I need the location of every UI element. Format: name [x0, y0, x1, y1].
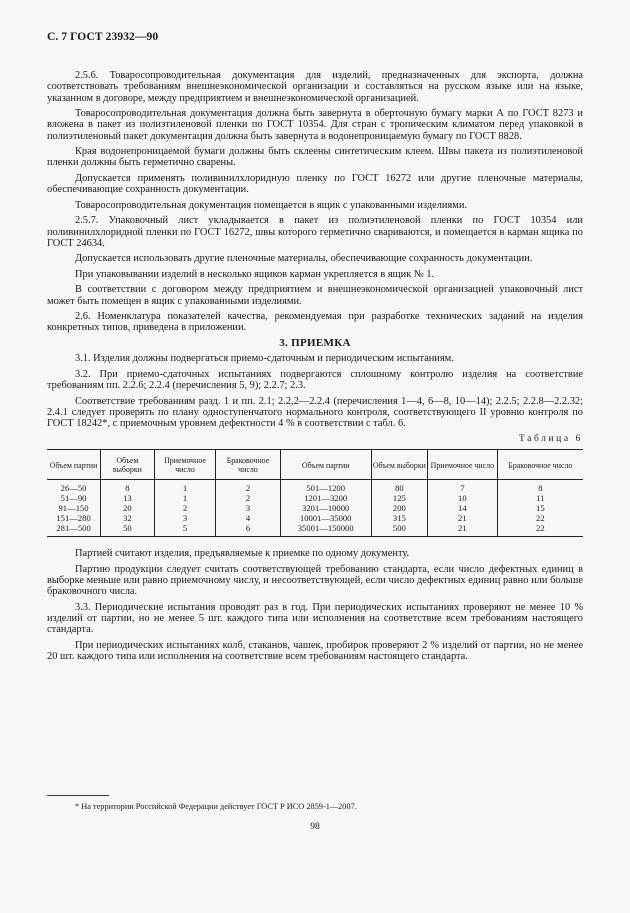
- table-header-cell: Браковочное число: [497, 450, 583, 480]
- table-row: [47, 524, 583, 537]
- table-cell: 8: [101, 480, 155, 495]
- table-cell: 13: [101, 494, 155, 504]
- section-title: 3. ПРИЕМКА: [279, 336, 351, 349]
- table-cell: 10: [428, 494, 498, 504]
- table-cell: 11: [497, 494, 583, 504]
- table-cell: 21: [428, 524, 498, 537]
- table-cell: 500: [371, 524, 427, 537]
- paragraph: Соответствие требованиям разд. 1 и пп. 2.1; 2.2,2—2.2.4 (перечисления 1—4, 6—8, 10—14); 2.2.5; 2.2.8—2.2.32; 2.4.1 следует проверять по плану одноступенчатого нормального контроля, соответствующего II уровню контроля по ГОСТ 18242*, с приемочным уровнем дефектности 4 % в соответствии с табл. 6.: [47, 395, 583, 430]
- table-cell: 1: [154, 480, 216, 495]
- table-cell: 3: [154, 514, 216, 524]
- table-cell: 5: [154, 524, 216, 537]
- table-cell: 50: [101, 524, 155, 537]
- table-cell: 3: [216, 504, 280, 514]
- table-cell: 7: [428, 480, 498, 495]
- document-body: [47, 70, 583, 667]
- table-cell: 2: [154, 504, 216, 514]
- paragraph: 3.3. Периодические испытания проводят раз в год. При периодических испытаниях проверяют не менее 10 % изделий от партии, но не менее 5 шт. каждого типа или исполнения на соответствие всем требованиям настоящего стандарта.: [47, 601, 583, 636]
- table-header-cell: Объем партии: [280, 450, 371, 480]
- table-cell: 501—1200: [280, 480, 371, 495]
- paragraph: 3.2. При приемо-сдаточных испытаниях подвергаются сплошному контролю изделия на соответствие требованиям пп. 2.2.6; 2.2.4 (перечисления 5, 9); 2.2.7; 2.3.: [47, 368, 583, 392]
- table-cell: 21: [428, 514, 498, 524]
- table-cell: 22: [497, 524, 583, 537]
- paragraph: При периодических испытаниях колб, стаканов, чашек, пробирок проверяют 2 % изделий от партии, но не менее 20 шт. каждого типа или исполнения на соответствие всем требованиям настоящего стандарта.: [47, 639, 583, 663]
- table-cell: 22: [497, 514, 583, 524]
- table-cell: 35001—150000: [280, 524, 371, 537]
- table-cell: 125: [371, 494, 427, 504]
- paragraph: Края водонепроницаемой бумаги должны быть склеены синтетическим клеем. Швы пакета из полиэтиленовой пленки должны быть герметично сварены.: [47, 146, 583, 169]
- table-cell: 51—90: [60, 493, 87, 504]
- table-cell: 80: [371, 480, 427, 495]
- table-header-cell: Объем партии: [47, 450, 101, 480]
- table-cell: 1201—3200: [280, 494, 371, 504]
- paragraph: Партией считают изделия, предъявляемые к приемке по одному документу.: [75, 548, 410, 560]
- table-cell: 91—150: [58, 503, 89, 514]
- table-header-row: [47, 450, 583, 480]
- footnote: * На территории Российской Федерации действует ГОСТ Р ИСО 2859-1—2007.: [75, 802, 357, 811]
- table-cell: 4: [216, 514, 280, 524]
- table-header-cell: Объем выборки: [371, 450, 427, 480]
- paragraph: 2.6. Номенклатура показателей качества, рекомендуемая при разработке технических заданий на изделия конкретных типов, приведена в приложении.: [47, 311, 583, 334]
- acceptance-table: [47, 449, 583, 537]
- footnote-divider: [47, 795, 109, 796]
- table-cell: 2: [216, 480, 280, 495]
- paragraph: Допускается использовать другие пленочные материалы, обеспечивающие сохранность документации.: [75, 253, 533, 265]
- table-caption: Таблица 6: [518, 433, 583, 444]
- table-cell: 6: [216, 524, 280, 537]
- page-header: С. 7 ГОСТ 23932—90: [47, 31, 159, 43]
- paragraph: При упаковывании изделий в несколько ящиков карман укрепляется в ящик № 1.: [75, 268, 435, 280]
- table-cell: 2: [216, 494, 280, 504]
- table-cell: 10001—35000: [280, 514, 371, 524]
- table-row: [47, 480, 583, 495]
- table-cell: 32: [101, 514, 155, 524]
- paragraph: 3.1. Изделия должны подвергаться приемо-сдаточным и периодическим испытаниям.: [75, 353, 454, 365]
- table-cell: 200: [371, 504, 427, 514]
- table-cell: 281—500: [47, 524, 101, 537]
- table-cell: 151—280: [56, 513, 91, 524]
- paragraph: Партию продукции следует считать соответствующей требованию стандарта, если число дефектных единиц в выборке меньше или равно приемочному числу, и несоответствующей, если число дефектных единиц равно или больше браковочного числа.: [47, 563, 583, 598]
- table-cell: 15: [497, 504, 583, 514]
- paragraph: Допускается применять поливинилхлоридную пленку по ГОСТ 16272 или другие пленочные материалы, обеспечивающие сохранность документации.: [47, 172, 583, 196]
- page-number: 98: [310, 822, 320, 832]
- table-header-cell: Объем выборки: [101, 450, 155, 480]
- table-header-cell: Браковочное число: [216, 450, 280, 480]
- table-cell: 26—50: [60, 483, 87, 494]
- paragraph: Товаросопроводительная документация должна быть завернута в оберточную бумагу марки А по ГОСТ 8273 и вложена в пакет из полиэтиленовой пленки по ГОСТ 10354. Для стран с тропическим климатом перед упаковкой в полиэтиленовый пакет документация должна быть завернута в водонепроницаемую бумагу по ГОСТ 8828.: [47, 108, 583, 142]
- table-cell: 8: [497, 480, 583, 495]
- table-cell: 14: [428, 504, 498, 514]
- table-cell: 1: [154, 494, 216, 504]
- table-header-cell: Приемочное число: [428, 450, 498, 480]
- paragraph: 2.5.7. Упаковочный лист укладывается в пакет из полиэтиленовой пленки по ГОСТ 10354 или поливинилхлоридной пленки по ГОСТ 16272, швы которого герметично свариваются, и помещается в карман ящика по ГОСТ 24634.: [47, 215, 583, 249]
- paragraph: 2.5.6. Товаросопроводительная документация для изделий, предназначенных для экспорта, должна соответствовать требованиям внешнеэкономической организации и составляться на русском языке или на языке, указанном в договоре, между предприятием и внешнеэкономической организацией.: [47, 70, 583, 104]
- table-cell: 20: [101, 504, 155, 514]
- paragraph: В соответствии с договором между предприятием и внешнеэкономической организацией упаковочный лист может быть помещен в ящик с упакованными изделиями.: [47, 284, 583, 307]
- table-cell: 315: [371, 514, 427, 524]
- paragraph: Товаросопроводительная документация помещается в ящик с упакованными изделиями.: [75, 199, 467, 211]
- table-header-cell: Приемочное число: [154, 450, 216, 480]
- table-cell: 3201—10000: [280, 504, 371, 514]
